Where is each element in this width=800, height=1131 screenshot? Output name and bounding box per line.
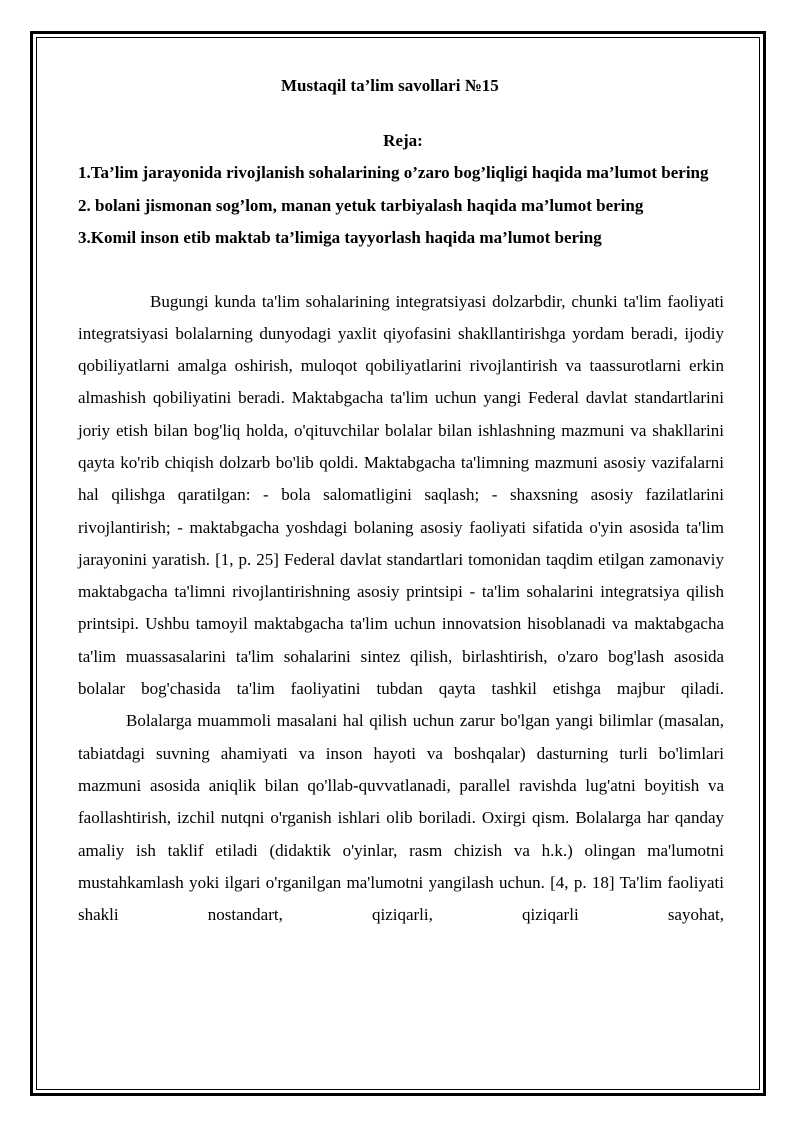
paragraph-2: Bolalarga muammoli masalani hal qilish uchun zarur bo'lgan yangi bilimlar (masalan, tabiatdagi suvning ahamiyati va inson hayoti va boshqalar) dasturning turli bo'limlari mazmuni asosida aniqlik bilan qo'llab-quvvatlanadi, parallel ravishda lug'atni boyitish va faollashtirish, izchil nutqni o'rganish ishlari olib boriladi. Oxirgi qism. Bolalarga har qanday amaliy ish taklif etiladi (didaktik o'yinlar, rasm chizish va h.k.) olingan ma'lumotni mustahkamlash yoki ilgari o'rganilgan ma'lumotni yangilash uchun. [4, p. 18] Ta'lim faoliyati shakli nostandart, qiziqarli, qiziqarli sayohat,: [78, 711, 724, 925]
plan-list: [78, 157, 724, 255]
plan-heading: Reja:: [383, 131, 423, 150]
plan-item-1: 1.Ta’lim jarayonida rivojlanish sohalarining o’zaro bog’liqligi haqida ma’lumot bering: [78, 163, 709, 182]
plan-item-2: 2. bolani jismonan sog’lom, manan yetuk tarbiyalash haqida ma’lumot bering: [78, 195, 644, 215]
document-body: [78, 70, 724, 931]
document-title: Mustaqil ta’lim savollari №15: [281, 76, 499, 95]
paragraph-1: Bugungi kunda ta'lim sohalarining integratsiyasi dolzarbdir, chunki ta'lim faoliyati integratsiyasi bolalarning dunyodagi yaxlit qiyofasini shakllantirishga yordam beradi, ijodiy qobiliyatlarni amalga oshirish, muloqot qobiliyatlarini rivojlantirish va taassurotlarni erkin almashish qobiliyatini beradi. Maktabgacha ta'lim uchun yangi Federal davlat standartlarini joriy etish bilan bog'liq holda, o'qituvchilar bolalar bilan ishlashning mazmuni va shakllarini qayta ko'rib chiqish dolzarb bo'lib qoldi. Maktabgacha ta'limning mazmuni asosiy vazifalarni hal qilishga qaratilgan: - bola salomatligini saqlash; - shaxsning asosiy fazilatlarini rivojlantirish; - maktabgacha yoshdagi bolaning asosiy faoliyati sifatida o'yin asosida ta'lim jarayonini yaratish. [1, p. 25] Federal davlat standartlari tomonidan taqdim etilgan zamonaviy maktabgacha ta'limni rivojlantirishning asosiy printsipi - ta'lim sohalarini integratsiya qilish printsipi. Ushbu tamoyil maktabgacha ta'lim uchun innovatsion hisoblanadi va maktabgacha ta'lim muassasalarini ta'lim sohalarini sintez qilish, birlashtirish, o'zaro bog'lash asosida bolalar bog'chasida ta'lim faoliyatini tubdan qayta tashkil etishga majbur qiladi.: [78, 291, 724, 699]
plan-item-3: 3.Komil inson etib maktab ta’limiga tayyorlash haqida ma’lumot bering: [78, 228, 602, 247]
